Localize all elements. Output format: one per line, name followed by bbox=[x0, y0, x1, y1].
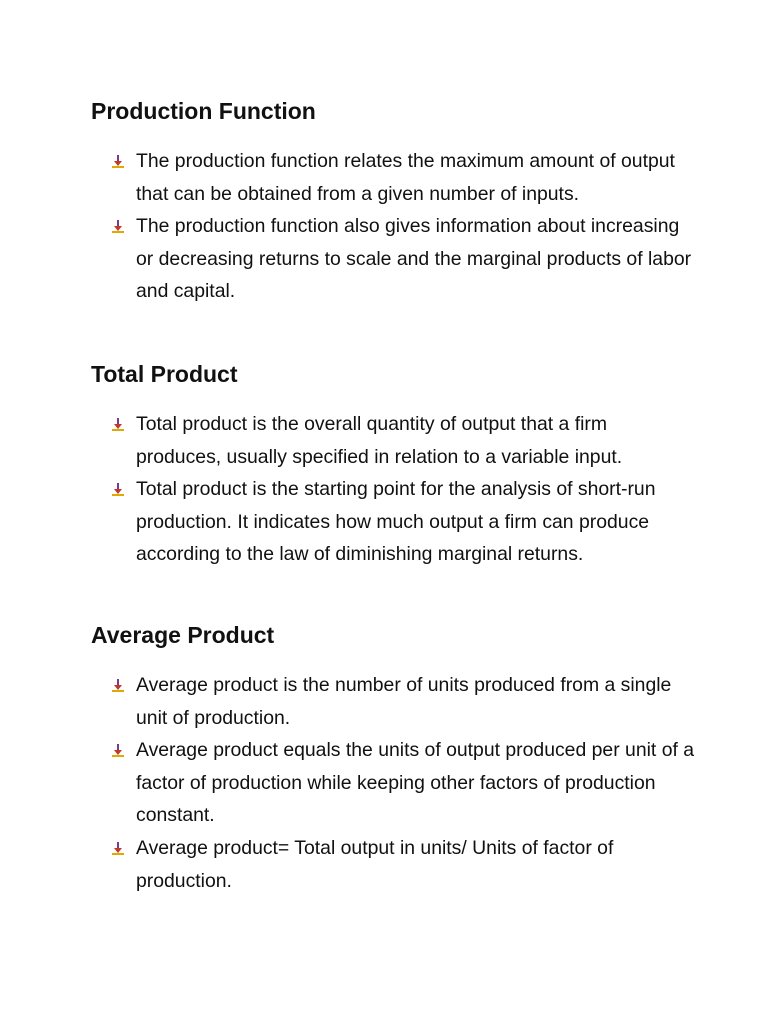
bullet-text: Average product equals the units of output produced per unit of a factor of production while keeping other factors of production constant. bbox=[136, 739, 695, 827]
bullet-text: Average product= Total output in units/ Units of factor of production. bbox=[136, 836, 614, 892]
bullet-text: The production function also gives information about increasing or decreasing returns to scale and the marginal products of labor and capital. bbox=[136, 215, 692, 303]
bullet-list bbox=[0, 408, 768, 571]
bullet-item bbox=[0, 145, 696, 210]
down-arrow-bullet-icon bbox=[112, 842, 124, 856]
section-heading: Average Product bbox=[91, 622, 275, 648]
down-arrow-bullet-icon bbox=[112, 744, 124, 758]
bullet-text: The production function relates the maximum amount of output that can be obtained from a given number of inputs. bbox=[136, 150, 675, 205]
bullet-item bbox=[0, 669, 696, 734]
bullet-list bbox=[0, 669, 768, 897]
bullet-item bbox=[0, 473, 696, 571]
down-arrow-bullet-icon bbox=[112, 155, 124, 169]
down-arrow-bullet-icon bbox=[112, 679, 124, 693]
bullet-list bbox=[0, 145, 768, 308]
bullet-item bbox=[0, 210, 696, 308]
bullet-text: Total product is the starting point for the analysis of short-run production. It indicates how much output a firm can produce according to the law of diminishing marginal returns. bbox=[136, 478, 656, 566]
bullet-item bbox=[0, 408, 696, 473]
bullet-text: Average product is the number of units produced from a single unit of production. bbox=[136, 674, 672, 729]
bullet-text: Total product is the overall quantity of output that a firm produces, usually specified in relation to a variable input. bbox=[136, 413, 623, 468]
section-heading: Total Product bbox=[91, 361, 238, 387]
bullet-item bbox=[0, 734, 696, 832]
down-arrow-bullet-icon bbox=[112, 220, 124, 234]
bullet-item bbox=[0, 832, 696, 897]
section-heading: Production Function bbox=[91, 98, 316, 124]
down-arrow-bullet-icon bbox=[112, 483, 124, 497]
down-arrow-bullet-icon bbox=[112, 418, 124, 432]
